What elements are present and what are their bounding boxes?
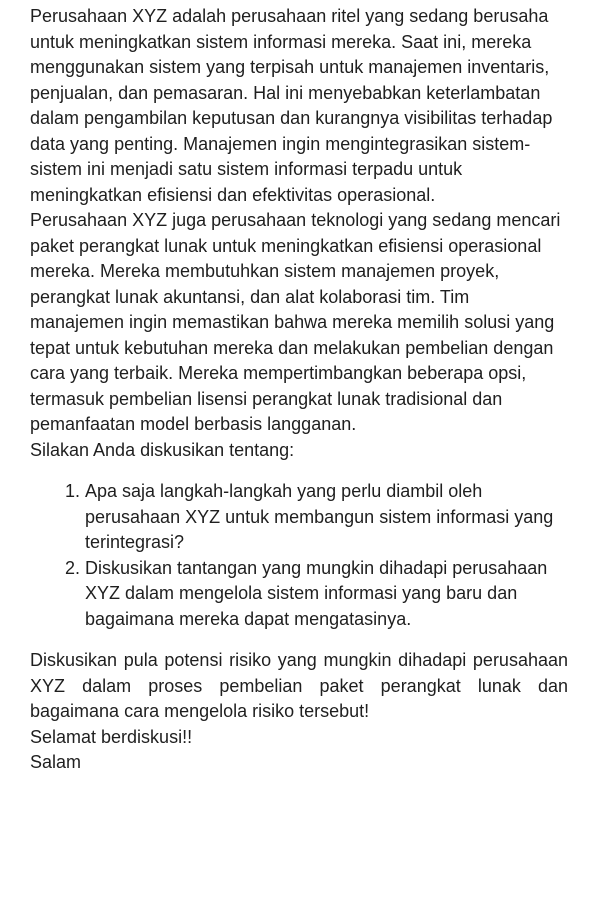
greeting-line: Selamat berdiskusi!! [30, 726, 193, 747]
discussion-intro: Silakan Anda diskusikan tentang: [30, 439, 295, 460]
case-paragraph-2: Perusahaan XYZ juga perusahaan teknologi yang sedang mencari paket perangkat lunak untuk meningkatkan efisiensi operasional mereka. Mereka membutuhkan sistem manajemen proyek, perangkat lunak akuntansi, dan alat kolaborasi tim. Tim manajemen ingin memastikan bahwa mereka memilih solusi yang tepat untuk kebutuhan mereka dan melakukan pembelian dengan cara yang terbaik. Mereka mempertimbangkan beberapa opsi, termasuk pembelian lisensi perangkat lunak tradisional dan pemanfaatan model berbasis langganan. [30, 210, 561, 434]
signoff-line: Salam [30, 752, 82, 772]
question-list [30, 479, 568, 632]
closing-paragraph: Diskusikan pula potensi risiko yang mungkin dihadapi perusahaan XYZ dalam proses pembelian paket perangkat lunak dan bagaimana cara mengelola risiko tersebut! [30, 650, 568, 721]
case-paragraph-1: Perusahaan XYZ adalah perusahaan ritel yang sedang berusaha untuk meningkatkan sistem informasi mereka. Saat ini, mereka menggunakan sistem yang terpisah untuk manajemen inventaris, penjualan, dan pemasaran. Hal ini menyebabkan keterlambatan dalam pengambilan keputusan dan kurangnya visibilitas terhadap data yang penting. Manajemen ingin mengintegrasikan sistem-sistem ini menjadi satu sistem informasi terpadu untuk meningkatkan efisiensi dan efektivitas operasional. [30, 6, 553, 205]
question-item-1: 1. Apa saja langkah-langkah yang perlu diambil oleh perusahaan XYZ untuk membangun sistem informasi yang terintegrasi? [85, 479, 568, 556]
question-item-2: 2. Diskusikan tantangan yang mungkin dihadapi perusahaan XYZ dalam mengelola sistem informasi yang baru dan bagaimana mereka dapat mengatasinya. [85, 556, 568, 633]
